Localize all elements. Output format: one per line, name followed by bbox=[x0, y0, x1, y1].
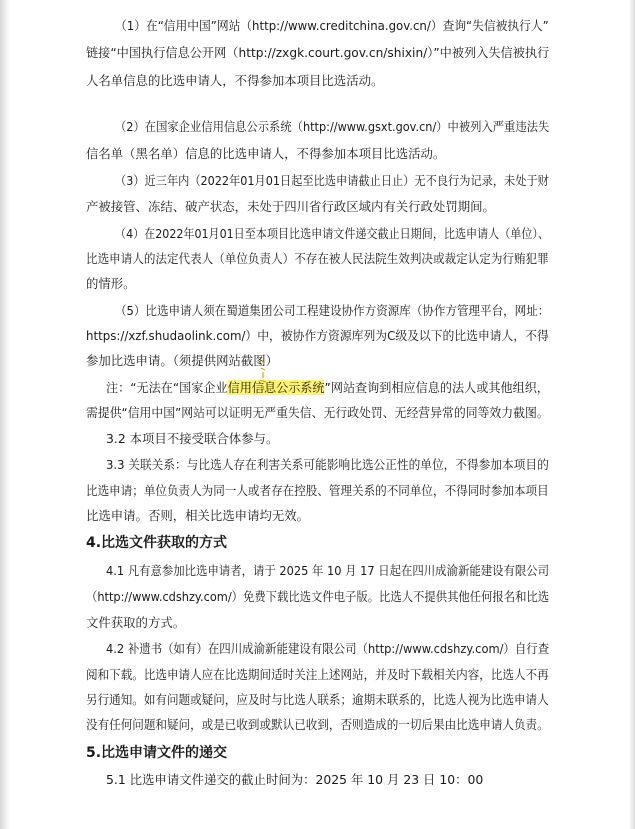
paragraph-line: （2）在国家企业信用信息公示系统（http://www.gsxt.gov.cn/）中被列入严重违法失 bbox=[115, 119, 550, 134]
paragraph-line: 的情形。 bbox=[86, 276, 136, 291]
note-text: ”网站查询到相应信息的法人或其他组织， bbox=[324, 380, 549, 395]
paragraph-line: 比选申请；单位负责人为同一人或者存在控股、管理关系的不同单位，不得同时参加本项目 bbox=[86, 483, 549, 498]
page-edge-shadow-right bbox=[629, 0, 635, 829]
note-text: 注：“无法在“国家企业 bbox=[106, 380, 228, 395]
section-heading: 4.比选文件获取的方式 bbox=[86, 535, 228, 551]
highlighted-text: 信用信息公示系统 bbox=[227, 380, 325, 395]
paragraph-line: 阅和下载。比选申请人应在比选期间适时关注上述网站，并及时下载相关内容，比选人不再 bbox=[86, 667, 549, 682]
pen-mark-icon bbox=[258, 358, 268, 392]
note-line: 需提供“信用中国”网站可以证明无严重失信、无行政处罚、无经营异常的同等效力截图。 bbox=[86, 405, 549, 420]
paragraph-line: 4.2 补遗书（如有）在四川成渝新能建设有限公司（http://www.cdshzy.com/）自行查 bbox=[106, 641, 550, 656]
paragraph-line: 比选申请人的法定代表人（单位负责人）不存在被人民法院生效判决或裁定认定为行贿犯罪 bbox=[86, 251, 549, 266]
paragraph-line: 文件获取的方式。 bbox=[86, 615, 186, 630]
paragraph-line: https://xzf.shudaolink.com/）中，被协作方资源库列为C级及以下的比选申请人，不得 bbox=[86, 328, 549, 343]
paragraph-line: 产被接管、冻结、破产状态，未处于四川省行政区域内有关行政处罚期间。 bbox=[86, 199, 495, 214]
paragraph-line: （5）比选申请人须在蜀道集团公司工程建设协作方资源库（协作方管理平台，网址： bbox=[115, 303, 550, 318]
paragraph-line: （http://www.cdshzy.com/）免费下载比选文件电子版。比选人不提供其他任何报名和比选 bbox=[86, 589, 550, 604]
paragraph-line: 链接“中国执行信息公开网（http://zxgk.court.gov.cn/shixin/）”中被列入失信被执行 bbox=[86, 45, 550, 60]
note-line bbox=[106, 379, 549, 397]
paragraph-line: 4.1 凡有意参加比选申请者，请于 2025 年 10 月 17 日起在四川成渝新能建设有限公司 bbox=[106, 563, 550, 578]
paragraph-line: 参加比选申请。（须提供网站截图） bbox=[86, 353, 279, 368]
section-heading: 5.比选申请文件的递交 bbox=[86, 745, 228, 761]
paragraph-line: （3）近三年内（2022年01月01日起至比选申请截止日止）无不良行为记录，未处于财 bbox=[115, 173, 549, 188]
paragraph-line: （4）在2022年01月01日至本项目比选申请文件递交截止日期间，比选申请人（单位）、 bbox=[115, 226, 550, 241]
paragraph-line: 比选申请。否则，相关比选申请均无效。 bbox=[86, 508, 310, 523]
paragraph-line: （1）在“信用中国”网站（http://www.creditchina.gov.cn/）查询“失信被执行人” bbox=[115, 18, 549, 33]
paragraph-line: 5.1 比选申请文件递交的截止时间为：2025 年 10 月 23 日 10：00 bbox=[106, 772, 484, 787]
paragraph-line: 没有任何问题和疑问，或是已收到或默认已收到，否则造成的一切后果由比选申请人负责。 bbox=[86, 717, 549, 732]
paragraph-line: 3.3 关联关系：与比选人存在利害关系可能影响比选公正性的单位，不得参加本项目的 bbox=[106, 457, 549, 472]
paragraph-line: 人名单信息的比选申请人，不得参加本项目比选活动。 bbox=[86, 73, 384, 88]
paragraph-line: 另行通知。如有问题或疑问，应及时与比选人联系；逾期未联系的，比选人视为比选申请人 bbox=[86, 692, 549, 707]
paragraph-line: 3.2 本项目不接受联合体参与。 bbox=[106, 431, 279, 446]
page-edge-shadow bbox=[0, 0, 10, 829]
paragraph-line: 信名单（黑名单）信息的比选申请人，不得参加本项目比选活动。 bbox=[86, 146, 446, 161]
